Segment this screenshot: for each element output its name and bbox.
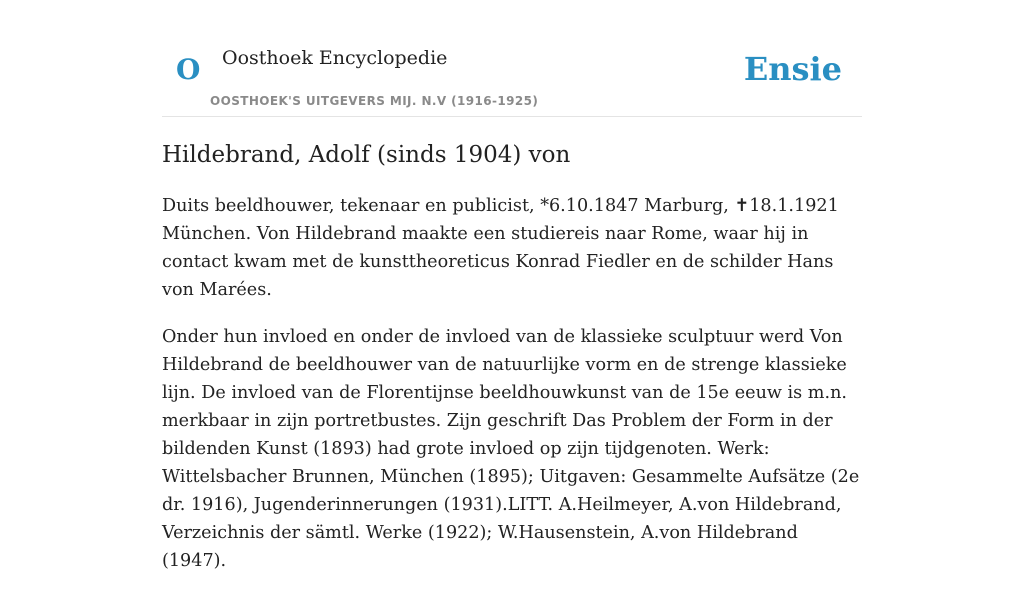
- article-paragraph: Duits beeldhouwer, tekenaar en publicist, *6.10.1847 Marburg, ✝18.1.1921 München. Von Hildebrand maakte een studiereis naar Rome, waar hij in contact kwam met de kunsttheoreticus Konrad Fiedler en de schilder Hans von Marées.: [162, 196, 839, 300]
- article-body: [162, 192, 862, 594]
- source-logo[interactable]: O: [176, 53, 201, 86]
- ensie-logo-link[interactable]: Ensie: [743, 50, 842, 88]
- article-title: Hildebrand, Adolf (sinds 1904) von: [162, 142, 571, 168]
- article-paragraph: Onder hun invloed en onder de invloed van de klassieke sculptuur werd Von Hildebrand de beeldhouwer van de natuurlijke vorm en de strenge klassieke lijn. De invloed van de Florentijnse beeldhouwkunst van de 15e eeuw is m.n. merkbaar in zijn portretbustes. Zijn geschrift Das Problem der Form in der bildenden Kunst (1893) had grote invloed op zijn tijdgenoten. Werk: Wittelsbacher Brunnen, München (1895); Uitgaven: Gesammelte Aufsätze (2e dr. 1916), Jugenderinnerungen (1931).LITT. A.Heilmeyer, A.von Hildebrand, Verzeichnis der sämtl. Werke (1922); W.Hausenstein, A.von Hildebrand (1947).: [162, 327, 860, 571]
- source-publisher: OOSTHOEK'S UITGEVERS MIJ. N.V (1916-1925): [210, 94, 539, 108]
- page: [162, 0, 862, 571]
- source-header: [162, 0, 862, 117]
- source-title-link[interactable]: Oosthoek Encyclopedie: [222, 47, 448, 69]
